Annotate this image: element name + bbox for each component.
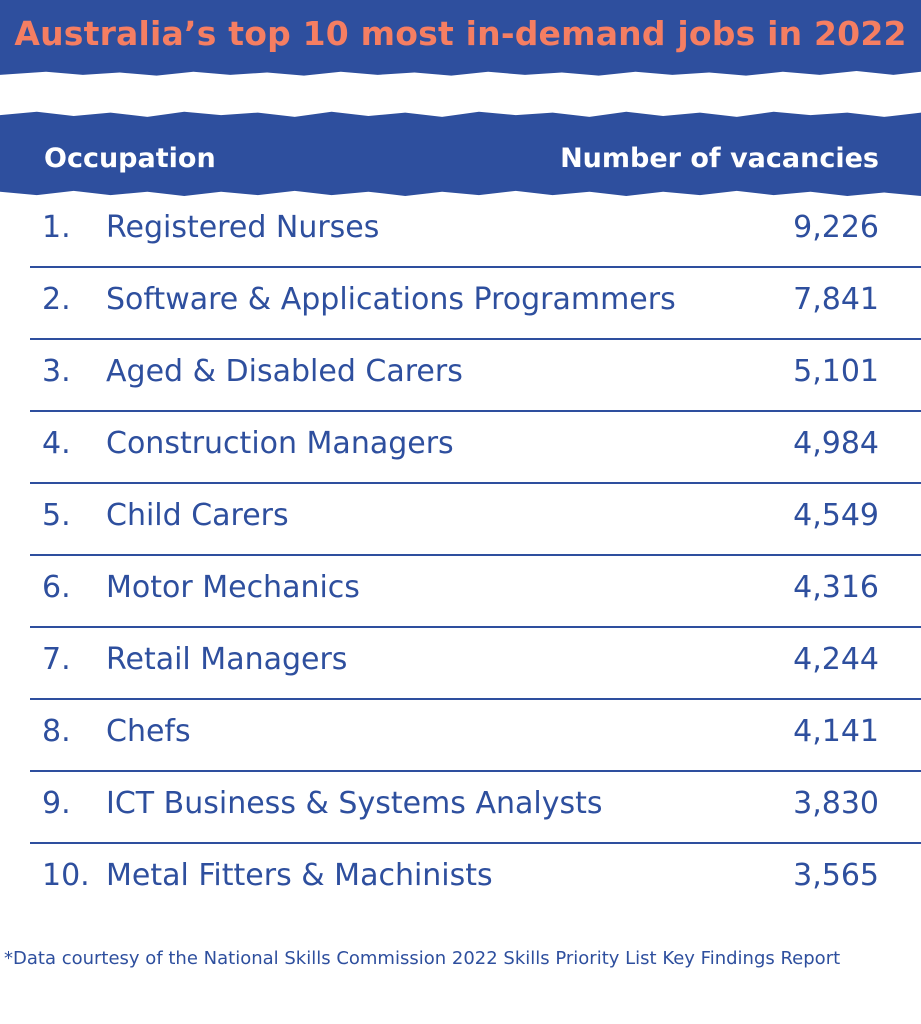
row-occupation: Retail Managers (106, 642, 348, 677)
table-row (0, 628, 921, 700)
footnote: *Data courtesy of the National Skills Commission 2022 Skills Priority List Key Findings Report (4, 948, 841, 969)
row-occupation: Metal Fitters & Machinists (106, 858, 493, 893)
row-vacancies: 3,565 (793, 858, 879, 893)
row-occupation: Construction Managers (106, 426, 454, 461)
row-vacancies: 3,830 (793, 786, 879, 821)
row-vacancies: 4,984 (793, 426, 879, 461)
row-rank: 9. (42, 786, 71, 821)
row-rank: 2. (42, 282, 71, 317)
table-row (0, 268, 921, 340)
row-rank: 3. (42, 354, 71, 389)
row-occupation: Aged & Disabled Carers (106, 354, 463, 389)
row-rank: 10. (42, 858, 90, 893)
table-body (0, 196, 921, 916)
row-occupation: Motor Mechanics (106, 570, 360, 605)
row-vacancies: 4,141 (793, 714, 879, 749)
row-vacancies: 9,226 (793, 210, 879, 245)
row-vacancies: 4,549 (793, 498, 879, 533)
chart-title: Australia’s top 10 most in-demand jobs in 2022 (14, 14, 907, 53)
table-row (0, 484, 921, 556)
row-vacancies: 4,316 (793, 570, 879, 605)
table-row (0, 196, 921, 268)
row-vacancies: 4,244 (793, 642, 879, 677)
row-rank: 7. (42, 642, 71, 677)
row-rank: 1. (42, 210, 71, 245)
row-occupation: Chefs (106, 714, 191, 749)
table-row (0, 844, 921, 916)
row-occupation: ICT Business & Systems Analysts (106, 786, 603, 821)
row-occupation: Software & Applications Programmers (106, 282, 676, 317)
row-rank: 5. (42, 498, 71, 533)
row-rank: 6. (42, 570, 71, 605)
row-rank: 4. (42, 426, 71, 461)
table-row (0, 700, 921, 772)
table-row (0, 412, 921, 484)
row-occupation: Registered Nurses (106, 210, 380, 245)
row-occupation: Child Carers (106, 498, 289, 533)
table-row (0, 556, 921, 628)
column-header-vacancies: Number of vacancies (560, 143, 879, 174)
row-vacancies: 7,841 (793, 282, 879, 317)
column-header-occupation: Occupation (44, 143, 216, 174)
table-row (0, 772, 921, 844)
row-vacancies: 5,101 (793, 354, 879, 389)
row-rank: 8. (42, 714, 71, 749)
table-row (0, 340, 921, 412)
